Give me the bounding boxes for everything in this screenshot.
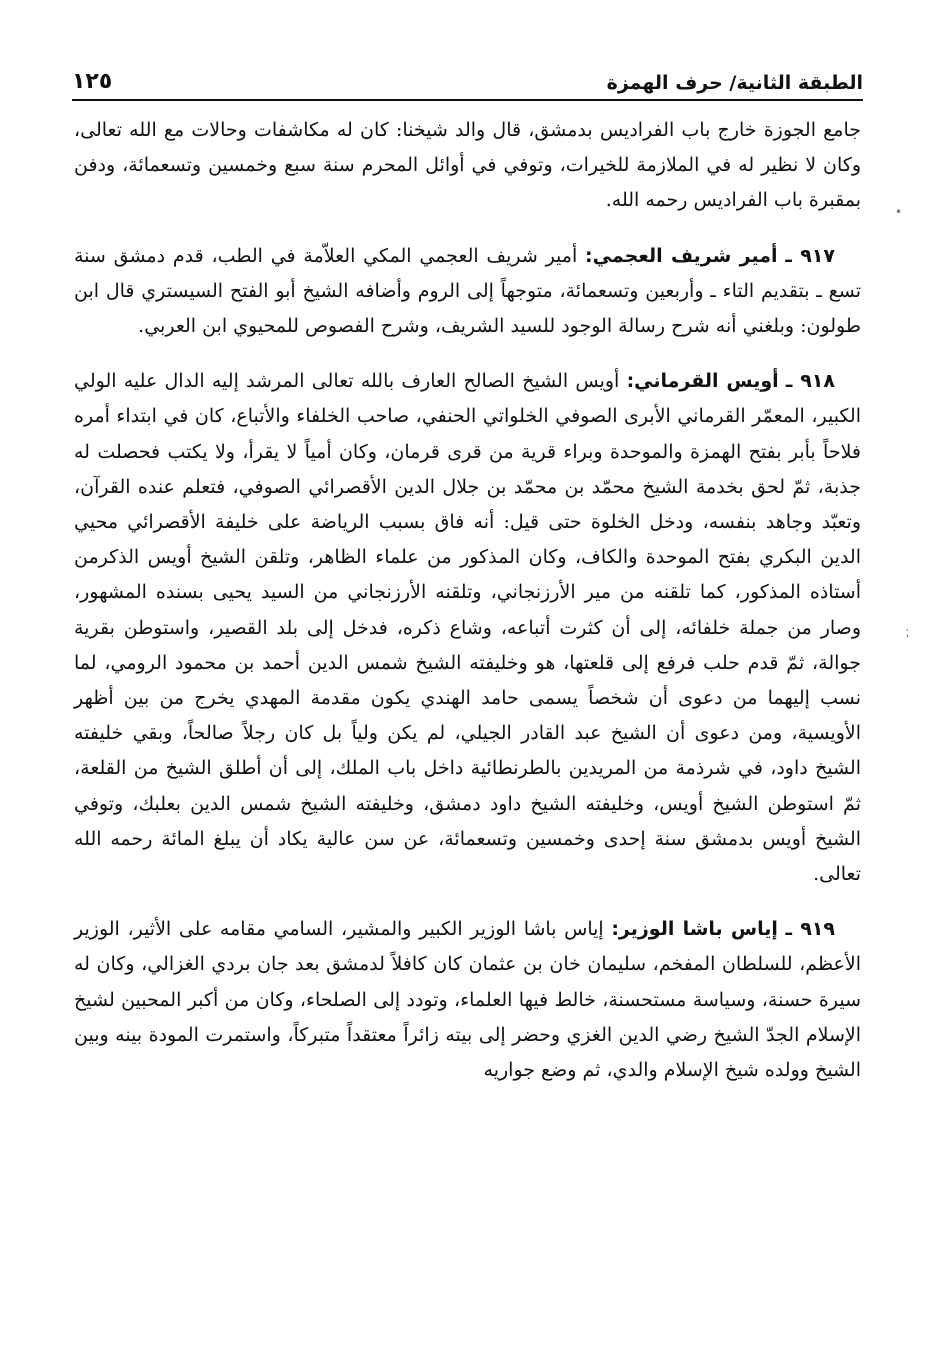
running-title: الطبقة الثانية/ حرف الهمزة [606,72,863,94]
entry-text: إياس باشا الوزير الكبير والمشير، السامي مقامه على الأثير، الوزير الأعظم، للسلطان المفخم، سليمان خان بن عثمان كان كافلاً لدمشق بعد جان بردي الغزالي، وكان له سيرة حسنة، وسياسة مستحسنة، خالط فيها العلماء، وتودد إلى الصلحاء، وكان من أكبر المحبين لشيخ الإسلام الجدّ الشيخ رضي الدين الغزي وحضر إلى بيته زائراً معتقداً متبركاً، واستمرت المودة بينه وبين الشيخ وولده شيخ الإسلام والدي، ثم وضع جواريه [74,918,861,1082]
entry-number: ٩١٩ ـ [785,918,835,941]
entry-918 [74,364,861,892]
entry-917 [74,239,861,345]
header-rule [72,99,863,101]
page-number: ١٢٥ [72,69,113,94]
scan-speck: • [895,205,903,219]
entry-name: أمير شريف العجمي: [585,244,778,267]
entry-name: إياس باشا الوزير: [611,918,778,941]
page-header [72,50,863,94]
entry-number: ٩١٧ ـ [785,244,835,267]
paragraph-text: جامع الجوزة خارج باب الفراديس بدمشق، قال والد شيخنا: كان له مكاشفات وحالات مع الله تعالى، وكان لا نظير له في الملازمة للخيرات، وتوفي في أوائل المحرم سنة سبع وخمسين وتسعمائة، ودفن بمقبرة باب الفراديس رحمه الله. [74,119,861,212]
paragraph-continuation [74,113,861,219]
entry-name: أويس القرماني: [626,370,779,393]
entry-text: أمير شريف العجمي المكي العلاّمة في الطب، قدم دمشق سنة تسع ـ بتقديم التاء ـ وأربعين وتسعمائة، متوجهاً إلى الروم وأضافه الشيخ أبو الفتح السيستري قال ابن طولون: وبلغني أنه شرح رسالة الوجود للسيد الشريف، وشرح الفصوص للمحيوي ابن العربي. [74,244,861,338]
page-body [74,113,861,1317]
scan-speck: ⁏ [905,625,910,639]
entry-text: أويس الشيخ الصالح العارف بالله تعالى المرشد إليه الدال عليه الولي الكبير، المعمّر القرماني الأبرى الصوفي الخلواتي الحنفي، صاحب الخلفاء والأتباع، كان في ابتداء أمره فلاحاً بأبر بفتح الهمزة والموحدة وبراء قرية من قرى قرمان، وكان أمياً لا يقرأ، ولا يكتب فحصلت له جذبة، ثمّ لحق بخدمة الشيخ محمّد بن محمّد بن جلال الدين الأقصرائي الصوفي، فتعلم عنده القرآن، وتعبّد وجاهد بنفسه، ودخل الخلوة حتى قيل: أنه فاق بسبب الرياضة على خليفة الأقصرائي محيي الدين البكري بفتح الموحدة والكاف، وكان المذكور من علماء الظاهر، وتلقن الشيخ أويس الذكرمن أستاذه المذكور، كما تلقنه من مير الأرزنجاني، وتلقنه الأرزنجاني من السيد يحيى بسنده المشهور، وصار من جملة خلفائه، إلى أن كثرت أتباعه، وشاع ذكره، فدخل إلى بلد القصير، واستوطن بقرية جوالة، ثمّ قدم حلب فرفع إلى قلعتها، هو وخليفته الشيخ شمس الدين أحمد بن محمود الرومي، لما نسب إليهما من دعوى أن شخصاً يسمى حامد الهندي يكون مقدمة المهدي يخرج من بين أظهر الأويسية، ومن دعوى أن الشيخ عبد القادر الجيلي، لم يكن ولياً بل كان رجلاً صالحاً، وبقي خليفته الشيخ داود، في شرذمة من المريدين بالطرنطائية داخل باب الملك، إلى أن أطلق الشيخ من القلعة، ثمّ استوطن الشيخ أويس، وخليفته الشيخ داود دمشق، وخليفته الشيخ شمس الدين بعلبك، وتوفي الشيخ أويس بدمشق سنة إحدى وخمسين وتسعمائة، عن سن عالية يكاد أن يبلغ المائة رحمه الله تعالى. [74,370,861,886]
entry-919 [74,912,861,1088]
entry-number: ٩١٨ ـ [785,370,835,393]
